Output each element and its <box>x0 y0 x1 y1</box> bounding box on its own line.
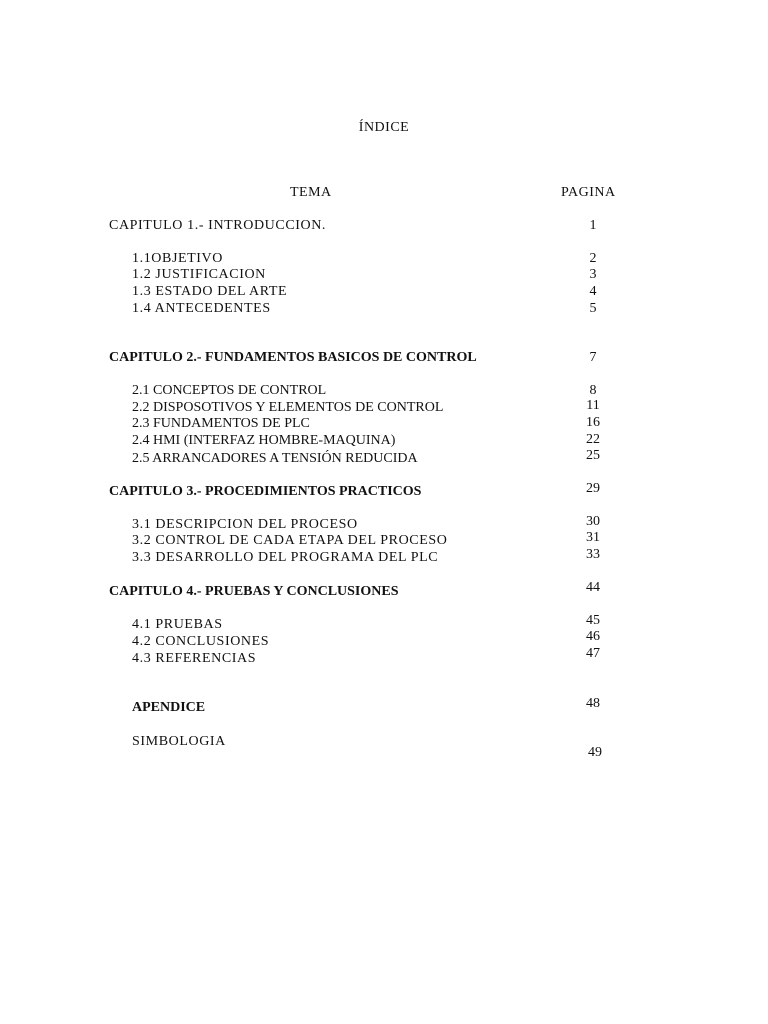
chapter-2-title: CAPITULO 2.- FUNDAMENTOS BASICOS DE CONTROL <box>109 350 477 365</box>
section-1-3-page: 4 <box>589 284 597 299</box>
section-3-2-page: 31 <box>586 530 600 545</box>
section-2-2-title: 2.2 DISPOSOTIVOS Y ELEMENTOS DE CONTROL <box>132 400 444 415</box>
chapter-1-title: CAPITULO 1.- INTRODUCCION. <box>109 218 327 233</box>
chapter-3-page: 29 <box>586 481 600 496</box>
section-4-2-title: 4.2 CONCLUSIONES <box>132 634 270 649</box>
section-4-1-title: 4.1 PRUEBAS <box>132 617 223 632</box>
section-3-3-title: 3.3 DESARROLLO DEL PROGRAMA DEL PLC <box>132 550 439 565</box>
appendix-page: 48 <box>586 696 600 711</box>
section-2-2-page: 11 <box>586 398 600 413</box>
section-2-3-page: 16 <box>586 415 600 430</box>
page-title: ÍNDICE <box>358 120 410 135</box>
section-2-5-page: 25 <box>586 448 600 463</box>
symbology-page: 49 <box>588 745 602 760</box>
section-2-3-title: 2.3 FUNDAMENTOS DE PLC <box>132 416 310 431</box>
column-header-tema: TEMA <box>290 185 332 200</box>
section-2-1-title: 2.1 CONCEPTOS DE CONTROL <box>132 383 327 398</box>
chapter-4-page: 44 <box>586 580 600 595</box>
section-2-5-title: 2.5 ARRANCADORES A TENSIÓN REDUCIDA <box>132 451 418 466</box>
chapter-4-title: CAPITULO 4.- PRUEBAS Y CONCLUSIONES <box>109 584 399 599</box>
section-3-2-title: 3.2 CONTROL DE CADA ETAPA DEL PROCESO <box>132 533 448 548</box>
column-header-pagina: PAGINA <box>561 185 616 200</box>
section-4-3-page: 47 <box>586 646 600 661</box>
section-3-1-page: 30 <box>586 514 600 529</box>
section-1-2-page: 3 <box>589 267 597 282</box>
chapter-3-title: CAPITULO 3.- PROCEDIMIENTOS PRACTICOS <box>109 484 422 499</box>
symbology-title: SIMBOLOGIA <box>132 734 226 749</box>
section-1-3-title: 1.3 ESTADO DEL ARTE <box>132 284 288 299</box>
section-4-2-page: 46 <box>586 629 600 644</box>
section-1-4-page: 5 <box>589 301 597 316</box>
section-4-3-title: 4.3 REFERENCIAS <box>132 651 257 666</box>
section-2-4-page: 22 <box>586 432 600 447</box>
section-1-1-page: 2 <box>589 251 597 266</box>
chapter-2-page: 7 <box>589 350 597 365</box>
chapter-1-page: 1 <box>589 218 597 233</box>
section-1-4-title: 1.4 ANTECEDENTES <box>132 301 271 316</box>
section-1-1-title: 1.1OBJETIVO <box>132 251 223 266</box>
section-2-4-title: 2.4 HMI (INTERFAZ HOMBRE-MAQUINA) <box>132 433 396 448</box>
section-3-3-page: 33 <box>586 547 600 562</box>
section-2-1-page: 8 <box>589 383 597 398</box>
section-3-1-title: 3.1 DESCRIPCION DEL PROCESO <box>132 517 358 532</box>
appendix-title: APENDICE <box>132 700 206 715</box>
section-4-1-page: 45 <box>586 613 600 628</box>
section-1-2-title: 1.2 JUSTIFICACION <box>132 267 266 282</box>
